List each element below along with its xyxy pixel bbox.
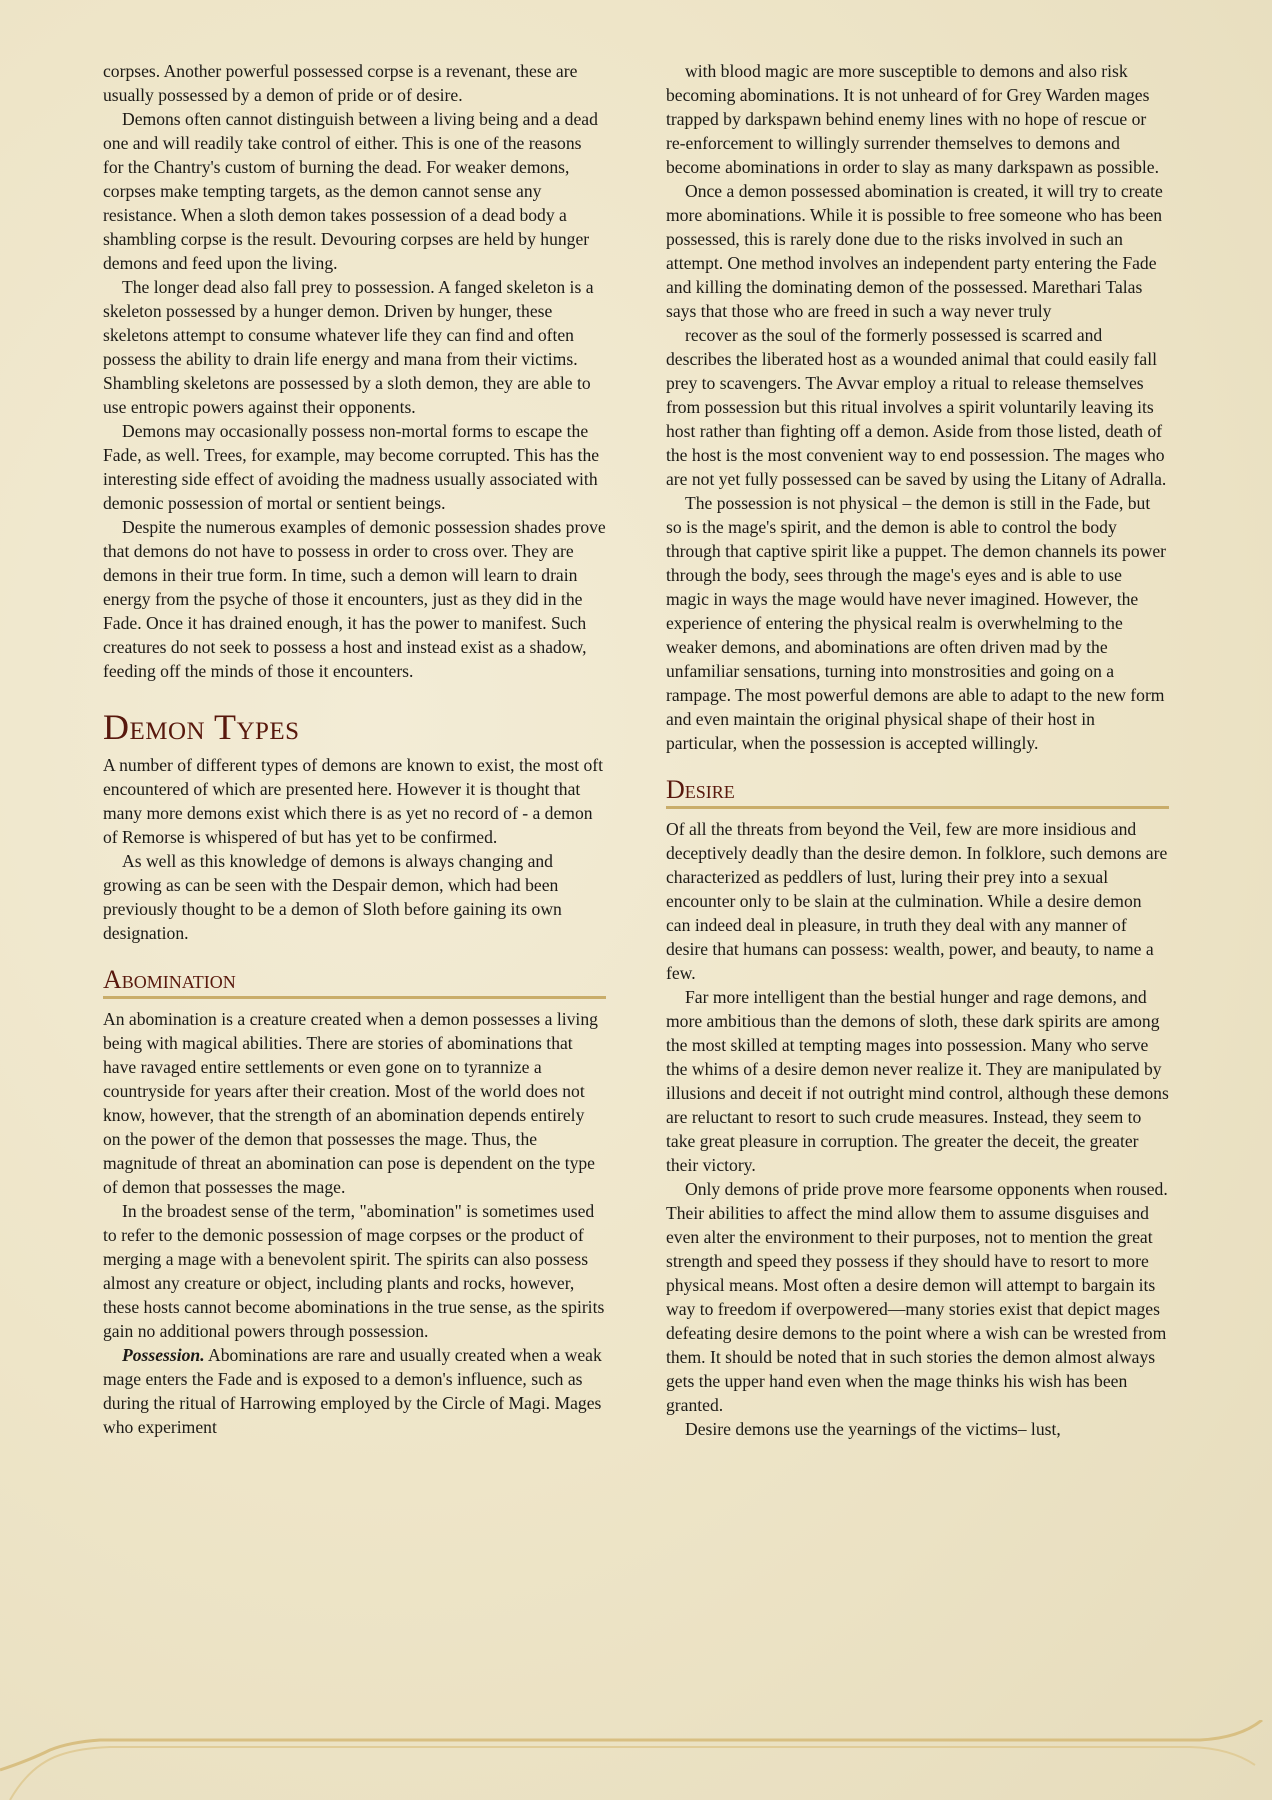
paragraph: Despite the numerous examples of demonic possession shades prove that demons do not have to possess in order to cross over. They are demons in their true form. In time, such a demon will learn to drain energy from the psyche of those it encounters, just as they did in the Fade. Once it has drained enough, it has the power to manifest. Such creatures do not seek to possess a host and instead exist as a shadow, feeding off the minds of those it encounters. <box>103 517 606 681</box>
paragraph: In the broadest sense of the term, "abomination" is sometimes used to refer to the demonic possession of mage corpses or the product of merging a mage with a benevolent spirit. The spirits can also possess almost any creature or object, including plants and rocks, however, these hosts cannot become abominations in the true sense, as the spirits gain no additional powers through possession. <box>103 1201 605 1341</box>
paragraph: The longer dead also fall prey to possession. A fanged skeleton is a skeleton possessed by a hunger demon. Driven by hunger, these skeletons attempt to consume whatever life they can find and often possess the ability to drain life energy and mana from their victims. Shambling skeletons are possessed by a sloth demon, they are able to use entropic powers against their opponents. <box>103 277 594 417</box>
paragraph: Far more intelligent than the bestial hunger and rage demons, and more ambitious than the demons of sloth, these dark spirits are among the most skilled at tempting mages into possession. Many who serve the whims of a desire demon never realize it. They are manipulated by illusions and deceit if not outright mind control, although these demons are reluctant to resort to such crude measures. Instead, they seem to take great pleasure in corruption. The greater the deceit, the greater their victory. <box>666 987 1169 1175</box>
desire-heading: Desire <box>666 775 1169 809</box>
paragraph: Demons often cannot distinguish between a living being and a dead one and will readily take control of either. This is one of the reasons for the Chantry's custom of burning the dead. For weaker demons, corpses make tempting targets, as the demon cannot sense any resistance. When a sloth demon takes possession of a dead body a shambling corpse is the result. Devouring corpses are held by hunger demons and feed upon the living. <box>103 109 598 273</box>
demon-types-heading: Demon Types <box>103 707 300 747</box>
right-column <box>666 59 1169 1441</box>
possession-paragraph <box>103 1343 606 1439</box>
paragraph: Demons may occasionally possess non-mortal forms to escape the Fade, as well. Trees, for example, may become corrupted. This has the interesting side effect of avoiding the madness usually associated with demonic possession of mortal or sentient beings. <box>103 421 600 513</box>
paragraph: Once a demon possessed abomination is created, it will try to create more abominations. While it is possible to free someone who has been possessed, this is rarely done due to the risks involved in such an attempt. One method involves an independent party entering the Fade and killing the dominating demon of the possessed. Marethari Talas says that those who are freed in such a way never truly <box>666 181 1163 321</box>
page-footer-ornament <box>0 1720 1272 1800</box>
paragraph: As well as this knowledge of demons is always changing and growing as can be seen with the Despair demon, which had been previously thought to be a demon of Sloth before gaining its own designation. <box>103 851 562 943</box>
paragraph: Only demons of pride prove more fearsome opponents when roused. Their abilities to affect the mind allow them to assume disguises and even alter the environment to their purposes, not to mention the great strength and speed they possess if they should have to resort to more physical means. Most often a desire demon will attempt to bargain its way to freedom if overpowered—many stories exist that depict mages defeating desire demons to the point where a wish can be wrested from them. It should be noted that in such stories the demon almost always gets the upper hand even when the mage thinks his wish has been granted. <box>666 1179 1168 1415</box>
paragraph: Of all the threats from beyond the Veil, few are more insidious and deceptively deadly than the desire demon. In folklore, such demons are characterized as peddlers of lust, luring their prey into a sexual encounter only to be slain at the culmination. While a desire demon can indeed deal in pleasure, in truth they deal with any manner of desire that humans can possess: wealth, power, and beauty, to name a few. <box>666 819 1168 983</box>
paragraph: The possession is not physical – the demon is still in the Fade, but so is the mage's spirit, and the demon is able to control the body through that captive spirit like a puppet. The demon channels its power through the body, sees through the mage's eyes and is able to use magic in ways the mage would have never imagined. However, the experience of entering the physical realm is overwhelming to the weaker demons, and abominations are often driven mad by the unfamiliar sensations, turning into monstrosities and going on a rampage. The most powerful demons are able to adapt to the new form and even maintain the original physical shape of their host in particular, when the possession is accepted willingly. <box>666 493 1166 753</box>
intro-section <box>103 59 606 683</box>
paragraph: Desire demons use the yearnings of the victims– lust, <box>685 1419 1061 1439</box>
paragraph: An abomination is a creature created when a demon possesses a living being with magical abilities. There are stories of abominations that have ravaged entire settlements or even gone on to tyrannize a countryside for years after their creation. Most of the world does not know, however, that the strength of an abomination depends entirely on the power of the demon that possesses the mage. Thus, the magnitude of threat an abomination can pose is dependent on the type of demon that possesses the mage. <box>103 1009 598 1197</box>
abomination-heading: Abomination <box>103 965 606 999</box>
paragraph: with blood magic are more susceptible to demons and also risk becoming abominations. It is not unheard of for Grey Warden mages trapped by darkspawn behind enemy lines with no hope of rescue or re-enforcement to willingly surrender themselves to demons and become abominations in order to slay as many darkspawn as possible. <box>666 61 1160 177</box>
paragraph: corpses. Another powerful possessed corpse is a revenant, these are usually possessed by a demon of pride or of desire. <box>103 61 578 105</box>
possession-lead: Possession. <box>122 1345 205 1365</box>
paragraph: A number of different types of demons are known to exist, the most oft encountered of which are presented here. However it is thought that many more demons exist which there is as yet no record of - a demon of Remorse is whispered of but has yet to be confirmed. <box>103 755 604 847</box>
paragraph: recover as the soul of the formerly possessed is scarred and describes the liberated host as a wounded animal that could easily fall prey to scavengers. The Avvar employ a ritual to release themselves from possession but this ritual involves a spirit voluntarily leaving its host rather than fighting off a demon. Aside from those listed, death of the host is the most convenient way to end possession. The mages who are not yet fully possessed can be saved by using the Litany of Adralla. <box>666 325 1167 489</box>
left-column <box>103 59 606 1439</box>
possession-text: Abominations are rare and usually created when a weak mage enters the Fade and is exposed to a demon's influence, such as during the ritual of Harrowing employed by the Circle of Magi. Mages who experiment <box>103 1345 602 1437</box>
